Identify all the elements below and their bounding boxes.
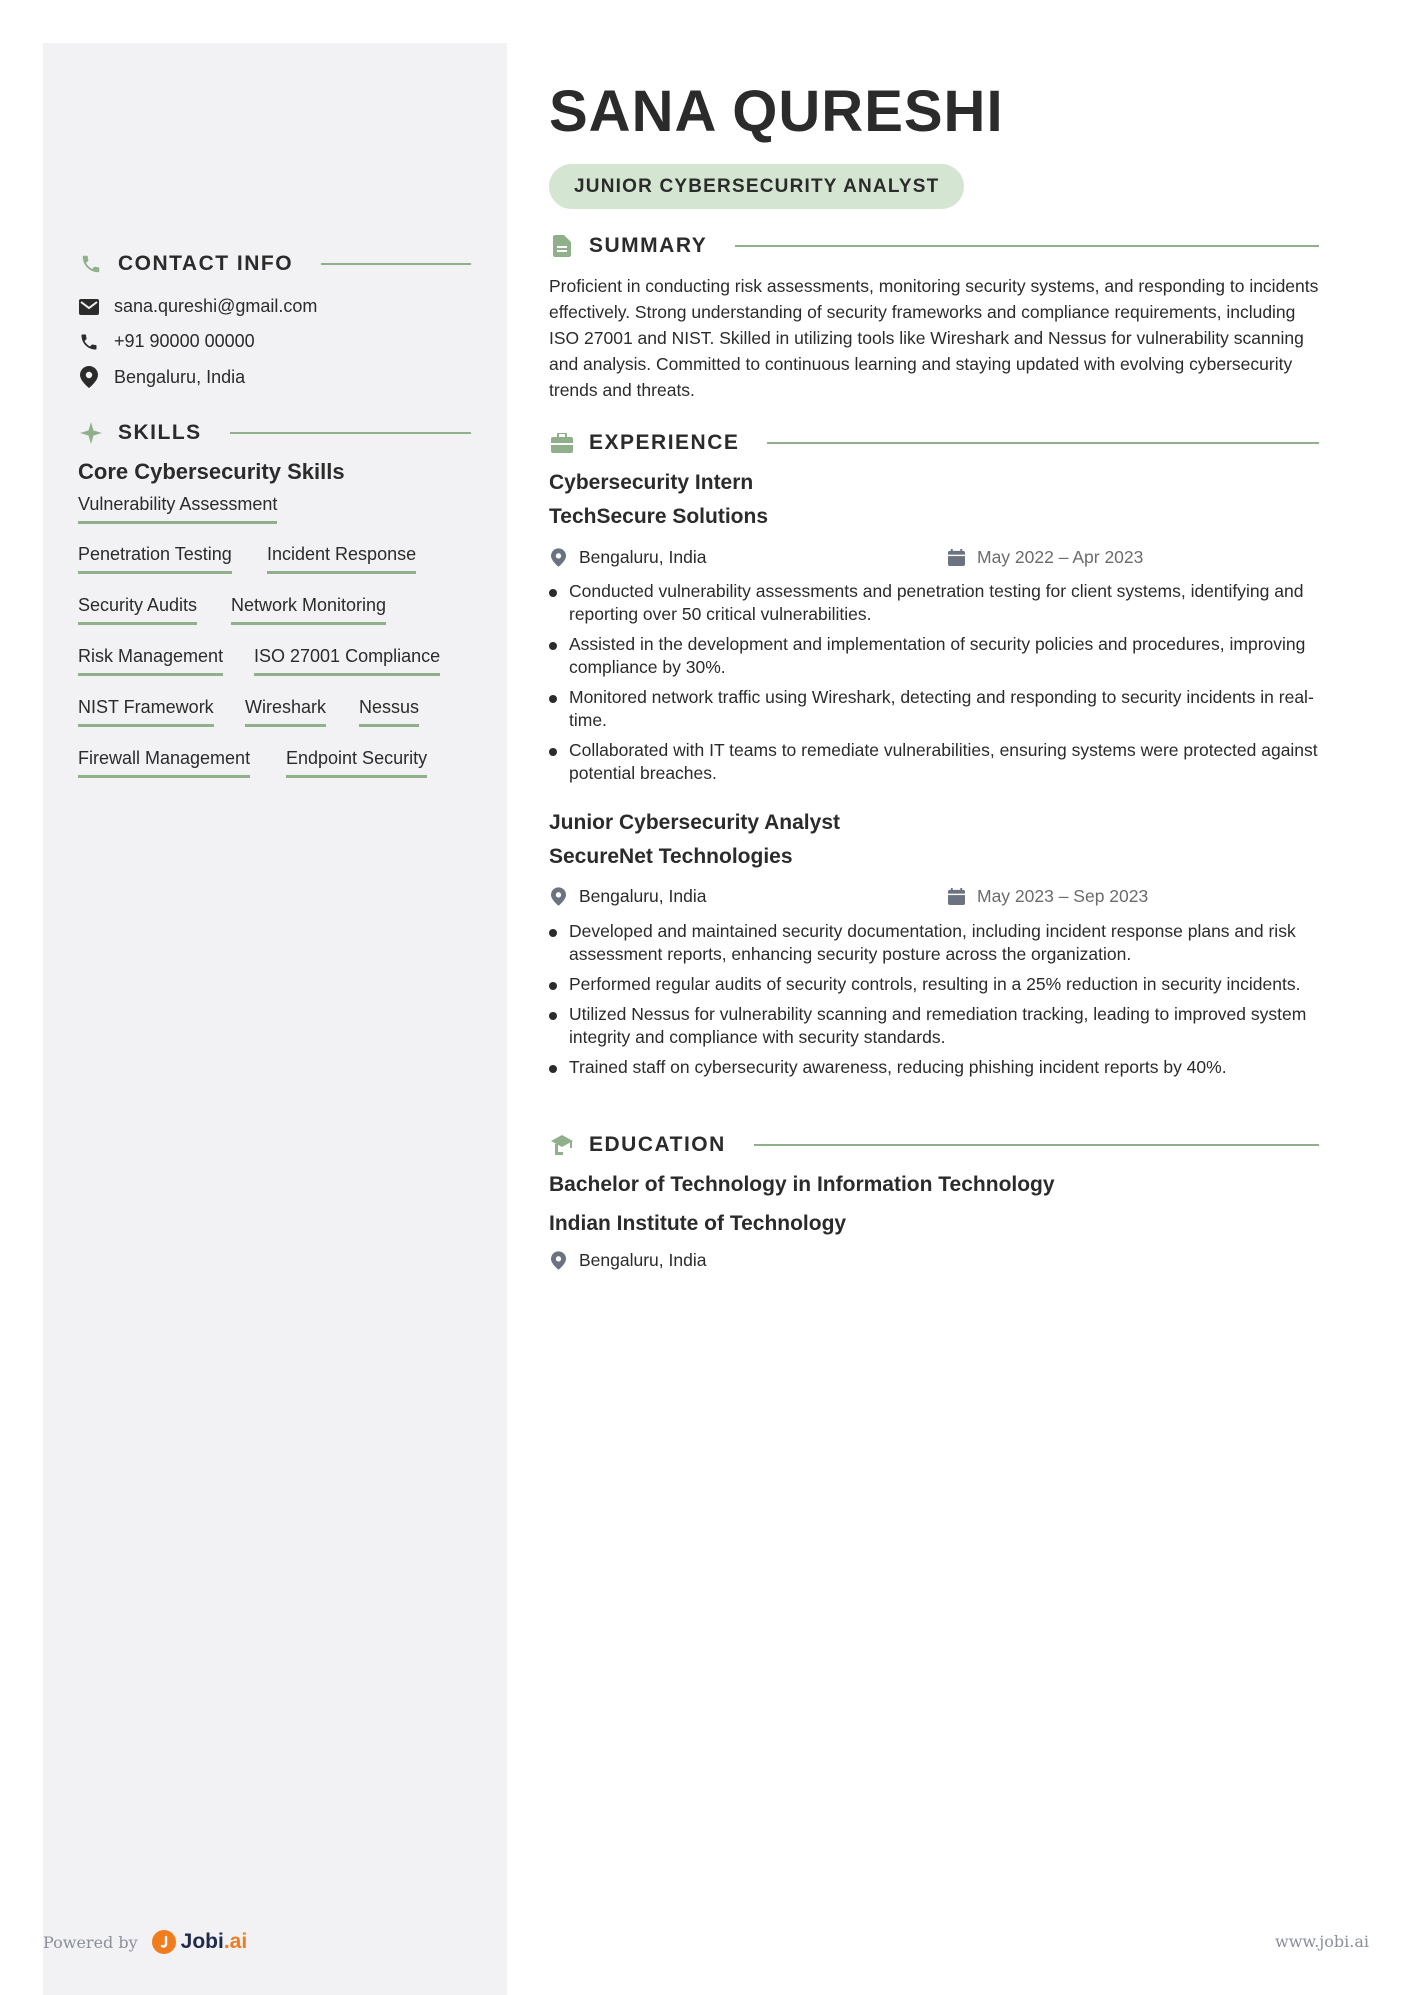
job-title-badge — [549, 164, 964, 209]
jobi-logo[interactable] — [152, 1930, 248, 1954]
job-bullet: Monitored network traffic using Wireshark, detecting and responding to security incidents in real-time. — [549, 686, 1319, 732]
contact-email-row — [78, 296, 317, 317]
job-title-text: JUNIOR CYBERSECURITY ANALYST — [574, 175, 940, 197]
footer-branding — [43, 1930, 247, 1954]
skill-tag: Risk Management — [78, 645, 223, 676]
job-bullet: Developed and maintained security documentation, including incident response plans and risk assessment reports, enhancing security posture across the organization. — [549, 920, 1319, 966]
location-pin-icon — [549, 548, 567, 567]
contact-location: Bengaluru, India — [114, 366, 246, 387]
job-dates — [947, 886, 1148, 907]
skill-tag: Wireshark — [245, 696, 326, 727]
job-dates — [947, 547, 1143, 568]
experience-section-header — [549, 430, 1319, 456]
location-pin-icon — [549, 1251, 567, 1270]
skill-tag: Vulnerability Assessment — [78, 493, 277, 524]
skill-tag: Penetration Testing — [78, 543, 232, 574]
jobi-logo-icon — [152, 1930, 176, 1954]
skills-section-header — [78, 420, 471, 446]
job-bullets — [549, 580, 1319, 792]
graduation-cap-icon — [549, 1132, 575, 1158]
job-bullet: Assisted in the development and implementation of security policies and procedures, improving compliance by 30%. — [549, 633, 1319, 679]
skill-tag: NIST Framework — [78, 696, 214, 727]
education-degree: Bachelor of Technology in Information Technology — [549, 1173, 1055, 1196]
job-bullet: Performed regular audits of security controls, resulting in a 25% reduction in security incidents. — [549, 973, 1319, 996]
candidate-name: SANA QURESHI — [549, 79, 1004, 144]
contact-section-header — [78, 251, 471, 277]
skill-tag: Endpoint Security — [286, 747, 427, 778]
job-dates-text: May 2022 – Apr 2023 — [977, 547, 1144, 567]
location-pin-icon — [549, 887, 567, 906]
location-pin-icon — [78, 366, 100, 388]
job-dates-text: May 2023 – Sep 2023 — [977, 886, 1149, 906]
education-location-text: Bengaluru, India — [579, 1250, 707, 1270]
calendar-icon — [947, 888, 965, 905]
skill-tag: Security Audits — [78, 594, 197, 625]
section-divider — [735, 245, 1319, 247]
job-role: Junior Cybersecurity Analyst — [549, 811, 840, 834]
skill-tag: Network Monitoring — [231, 594, 386, 625]
job-bullet: Conducted vulnerability assessments and penetration testing for client systems, identifying and reporting over 50 critical vulnerabilities. — [549, 580, 1319, 626]
education-location — [549, 1250, 706, 1271]
skill-tag: Nessus — [359, 696, 419, 727]
education-section-header — [549, 1132, 1319, 1158]
education-heading: EDUCATION — [589, 1133, 726, 1156]
section-divider — [754, 1144, 1319, 1146]
job-company: SecureNet Technologies — [549, 845, 793, 868]
section-divider — [767, 442, 1319, 444]
summary-section-header — [549, 233, 1319, 259]
mail-icon — [78, 299, 100, 315]
skill-tag: Firewall Management — [78, 747, 250, 778]
job-location — [549, 547, 706, 568]
skill-tag: Incident Response — [267, 543, 416, 574]
contact-phone-row — [78, 331, 255, 352]
job-bullet: Trained staff on cybersecurity awareness, reducing phishing incident reports by 40%. — [549, 1056, 1319, 1079]
skills-group-title: Core Cybersecurity Skills — [78, 459, 345, 484]
experience-heading: EXPERIENCE — [589, 431, 740, 454]
skill-tag: ISO 27001 Compliance — [254, 645, 440, 676]
powered-by-label: Powered by — [43, 1932, 138, 1952]
calendar-icon — [947, 549, 965, 566]
contact-email[interactable]: sana.qureshi@gmail.com — [114, 296, 318, 316]
skills-heading: SKILLS — [118, 421, 202, 444]
contact-phone[interactable]: +91 90000 00000 — [114, 331, 255, 351]
job-bullets — [549, 920, 1319, 1086]
footer-website[interactable]: www.jobi.ai — [1275, 1932, 1369, 1951]
job-role: Cybersecurity Intern — [549, 471, 754, 494]
section-divider — [230, 432, 471, 434]
document-icon — [549, 233, 575, 259]
summary-text: Proficient in conducting risk assessments, monitoring security systems, and responding to incidents effectively. Strong understanding of security frameworks and compliance requirements, including ISO 27001 and NIST. Skilled in utilizing tools like Wireshark and Nessus for vulnerability scanning and analysis. Committed to continuous learning and staying updated with evolving cybersecurity trends and threats. — [549, 276, 1319, 400]
education-school: Indian Institute of Technology — [549, 1212, 847, 1235]
phone-icon — [78, 251, 104, 277]
summary-heading: SUMMARY — [589, 234, 708, 257]
job-company: TechSecure Solutions — [549, 505, 768, 528]
sparkle-icon — [78, 420, 104, 446]
job-location-text: Bengaluru, India — [579, 547, 707, 567]
job-bullet: Collaborated with IT teams to remediate vulnerabilities, ensuring systems were protected against potential breaches. — [549, 739, 1319, 785]
phone-icon — [78, 332, 100, 352]
job-bullet: Utilized Nessus for vulnerability scanning and remediation tracking, leading to improved system integrity and compliance with security standards. — [549, 1003, 1319, 1049]
section-divider — [321, 263, 471, 265]
job-location-text: Bengaluru, India — [579, 886, 707, 906]
contact-location-row — [78, 366, 245, 388]
contact-heading: CONTACT INFO — [118, 252, 294, 275]
jobi-logo-text: Jobi.ai — [180, 1930, 248, 1953]
briefcase-icon — [549, 430, 575, 456]
job-location — [549, 886, 706, 907]
